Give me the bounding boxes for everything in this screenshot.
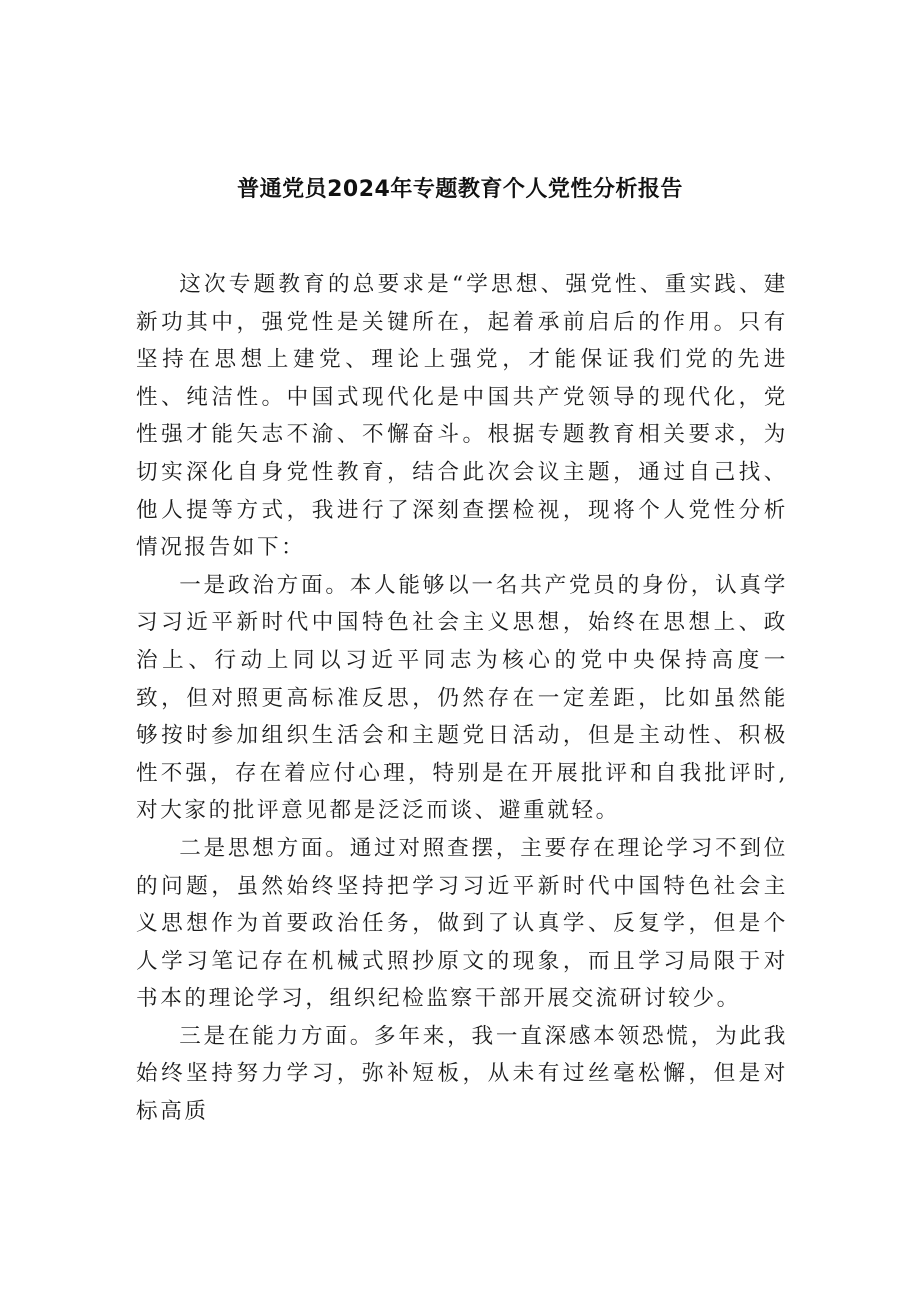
paragraph-ideological: 二是思想方面。通过对照查摆，主要存在理论学习不到位的问题，虽然始终坚持把学习习近平新时代中国特色社会主义思想作为首要政治任务，做到了认真学、反复学，但是个人学习笔记存在机械式照抄原文的现象，而且学习局限于对书本的理论学习，组织纪检监察干部开展交流研讨较少。 [136,835,788,1012]
paragraph-ability: 三是在能力方面。多年来，我一直深感本领恐慌，为此我始终坚持努力学习，弥补短板，从未有过丝毫松懈，但是对标高质 [136,1023,788,1125]
document-title: 普通党员2024年专题教育个人党性分析报告 [237,177,683,202]
paragraph-political: 一是政治方面。本人能够以一名共产党员的身份，认真学习习近平新时代中国特色社会主义思想，始终在思想上、政治上、行动上同以习近平同志为核心的党中央保持高度一致，但对照更高标准反思，仍然存在一定差距，比如虽然能够按时参加组织生活会和主题党日活动，但是主动性、积极性不强，存在着应付心理，特别是在开展批评和自我批评时,对大家的批评意见都是泛泛而谈、避重就轻。 [136,572,788,824]
paragraph-intro: 这次专题教育的总要求是“学思想、强党性、重实践、建新功其中，强党性是关键所在，起着承前启后的作用。只有坚持在思想上建党、理论上强党，才能保证我们党的先进性、纯洁性。中国式现代化是中国共产党领导的现代化，党性强才能矢志不渝、不懈奋斗。根据专题教育相关要求，为切实深化自身党性教育，结合此次会议主题，通过自己找、他人提等方式，我进行了深刻查摆检视，现将个人党性分析情况报告如下： [136,272,788,561]
document-body [136,266,788,1131]
